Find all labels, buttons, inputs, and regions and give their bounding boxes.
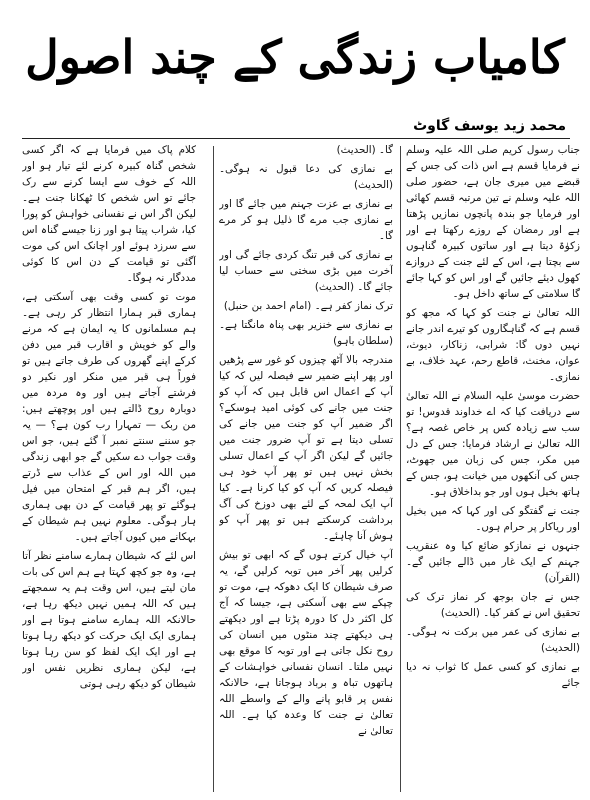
column-divider	[400, 146, 401, 792]
paragraph: گا۔ (الحدیث)	[336, 144, 393, 156]
paragraph: جناب رسول کریم صلی اللہ علیہ وسلم نے فرمایا قسم ہے اس ذات کی جس کے قبضے میں میری جان ہے، حضور صلی اللہ علیہ وسلم نے تین مرتبہ قسم کھائی اور فرمایا جو بندہ پانچوں نمازیں پڑھتا ہے اور رمضان کے روزے رکھتا ہے اور زکوٰۃ دیتا ہے اور ساتوں کبیرہ گناہوں سے بچتا ہے، اس کے لئے جنت کے دروازے کھول دیئے جائیں گے اور اس کو کہا جائے گا سلامتی کے ساتھ داخل ہو۔	[406, 144, 580, 300]
paragraph: بے نمازی کو کسی عمل کا ثواب نہ دیا جائے	[406, 661, 580, 689]
paragraph: کلام پاک میں فرمایا ہے کہ اگر کسی شخص گناہ کبیرہ کرنے لئے تیار ہو اور اللہ کے خوف سے ایسا کرنے سے رک جائے تو اس شخص کا ٹھکانا جنت ہے۔ لیکن اگر اس نے نفسانی خواہش کو پورا کیا، شراب پیتا ہو اور زنا جیسے گناہ اس سے سرزد ہوئے اور اچانک اس کی موت آگئی تو قیامت کے دن اس کا کوئی مددگار نہ ہوگا۔	[22, 144, 196, 284]
article-title: کامیاب زندگی کے چند اصول	[25, 30, 565, 84]
paragraph: موت تو کسی وقت بھی آسکتی ہے، ہماری قبر ہمارا انتظار کر رہی ہے۔ ہم مسلمانوں کا یہ ایمان ہے کہ مرنے والے کو خویش و اقارب قبر میں دفن کرکے اپنے گھروں کی طرف جاتے ہیں تو فوراً ہی قبر میں منکر اور نکیر دو فرشتے آجاتے ہیں اور وہ مردہ میں دوبارہ روح ڈالتے ہیں اور پوچھتے ہیں: من ربک — تمہارا رب کون ہے؟ — یہ جو سننے سنتے نمبر آ گئے ہیں، جو اس وقت جواب دے سکیں گے جو ابھی زندگی میں اللہ اور اس کے عذاب سے ڈرتے ہیں، اگر ہم قبر کے امتحان میں فیل ہوگئے تو پھر قیامت کے دن بھی ہماری ہار ہوگی۔ معلوم نہیں ہم شیطان کے بہکانے میں کیوں آجاتے ہیں۔	[22, 291, 196, 543]
paragraph: بے نمازی کی دعا قبول نہ ہوگی۔ (الحدیث)	[219, 163, 393, 191]
paragraph: اس لئے کہ شیطان ہمارے سامنے نظر آتا ہے، وہ جو کچھ کہتا ہے ہم اس کی بات مان لیتے ہیں، اس وقت ہم یہ سمجھتے ہیں کہ اللہ ہمیں نہیں دیکھ رہا ہے، حالانکہ اللہ ہمارے سامنے ہوتا ہے اور ہماری ایک ایک حرکت کو دیکھ رہا ہوتا ہے اور ایک ایک لفظ کو سن رہا ہوتا ہے، لیکن ہماری نظریں نفس اور شیطان کو دیکھ رہی ہوتی	[22, 550, 196, 690]
text-column-right	[406, 142, 580, 794]
paragraph: بے نمازی کی عمر میں برکت نہ ہوگی۔ (الحدیث)	[406, 626, 580, 654]
author-byline: محمد زید یوسف گاوٹ	[413, 118, 566, 134]
paragraph: اللہ تعالیٰ نے جنت کو کہا کہ مجھ کو قسم ہے کہ گناہگاروں کو تیرے اندر جانے نہیں دوں گا: شرابی، زناکار، دیوث، عوان، مخنث، قاطع رحم، عہد خلاف، بے نمازی۔	[406, 307, 580, 383]
paragraph: بے نمازی سے خنزیر بھی پناہ مانگتا ہے۔ (سلطان باہو)	[219, 319, 393, 347]
paragraph: مندرجہ بالا آٹھ چیزوں کو غور سے پڑھیں اور پھر اپنے ضمیر سے فیصلہ لیں کہ کیا آپ کے اعمال اس قابل ہیں کہ آپ کو جنت میں جانے کی کوئی امید ہوسکے؟ اگر ضمیر آپ کو جنت میں جانے کی تسلی دیتا ہے تو آپ ضرور جنت میں جائیں گے لیکن اگر آپ کے اعمال تسلی بخش نہیں ہیں تو پھر آپ خود ہی فیصلہ کریں کہ آپ کو کیا کرنا ہے۔ کیا آپ ایک لمحہ کے لئے بھی دوزخ کی آگ برداشت کرسکتے ہیں تو پھر آپ کو ہوش آنا چاہئے۔	[219, 354, 393, 542]
paragraph: جنہوں نے نمازکو ضائع کیا وہ عنقریب جہنم کے ایک غار میں ڈالے جائیں گے۔ (القرآن)	[406, 540, 580, 584]
paragraph: جنت نے گفتگو کی اور کہا کہ میں بخیل اور ریاکار پر حرام ہوں۔	[406, 505, 580, 533]
paragraph: حضرت موسیٰ علیہ السلام نے اللہ تعالیٰ سے دریافت کیا کہ اے خداوند قدوس! تو سب سے زیادہ کس پر خاص غصہ ہے؟ اللہ تعالیٰ نے ارشاد فرمایا: جس کے دل میں مکر، جس کی زبان میں جھوٹ، جس کی آنکھوں میں خیانت ہو، جس کے ہاتھ بخیل ہوں اور جو بداخلاق ہو۔	[406, 390, 580, 498]
paragraph: جس نے جان بوجھ کر نماز ترک کی تحقیق اس نے کفر کیا۔ (الحدیث)	[406, 591, 580, 619]
text-column-left	[22, 142, 196, 794]
paragraph: بے نمازی بے عزت جہنم میں جائے گا اور بے نمازی جب مرے گا ذلیل ہو کر مرے گا۔	[219, 198, 393, 242]
paragraph: ترک نماز کفر ہے۔ (امام احمد بن حنبل)	[223, 300, 393, 312]
title-divider	[22, 138, 570, 139]
text-column-middle	[219, 142, 393, 794]
paragraph: آپ خیال کرتے ہوں گے کہ ابھی تو بیش کرلیں پھر آخر میں توبہ کرلیں گے، یہ صرف شیطان کا ایک دھوکہ ہے، موت تو چپکے سے بھی آسکتی ہے، جیسا کہ آج کل اکثر دل کا دورہ پڑتا ہے اور دیکھتے ہی دیکھتے چند منٹوں میں انسان کی روح نکل جاتی ہے اور توبہ کا موقع بھی نہیں ملتا۔ انسان نفسانی خواہشات کے ہاتھوں تباہ و برباد ہوجاتا ہے، حالانکہ نفس پر قابو پانے والے کے واسطے اللہ تعالیٰ نے جنت کا وعدہ کیا ہے۔ اللہ تعالیٰ نے	[219, 549, 393, 737]
column-divider	[213, 146, 214, 792]
paragraph: بے نمازی کی قبر تنگ کردی جائے گی اور آخرت میں بڑی سختی سے حساب لیا جائے گا۔ (الحدیث)	[219, 249, 393, 293]
